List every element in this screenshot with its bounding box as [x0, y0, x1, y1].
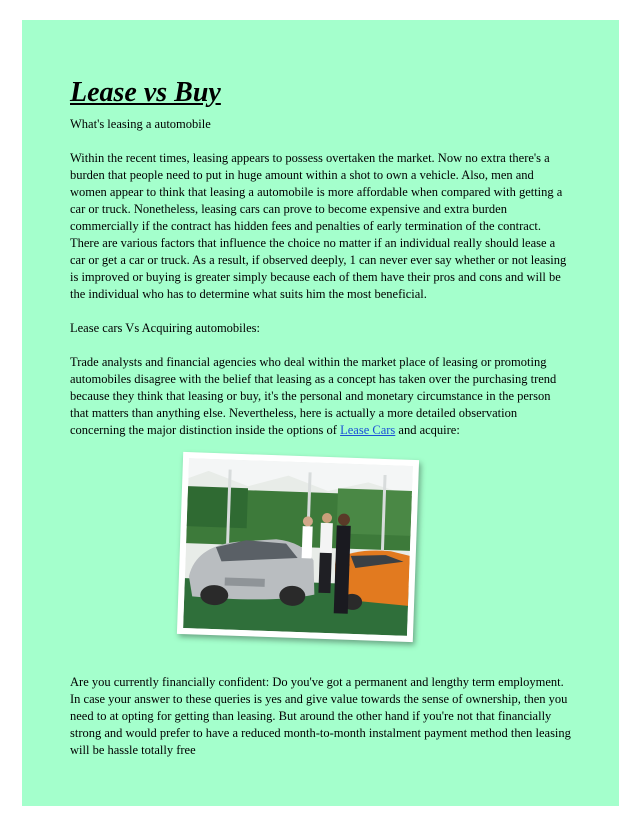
car-photo-image	[183, 458, 413, 636]
paragraph-comparison-text: Trade analysts and financial agencies who deal within the market place of leasing or promoting automobiles disagree with the belief that leasing as a concept has taken over the purchasing trend because they think that leasing or buy, it's the personal and monetary circumstance in the person that matters than anything else. Nevertheless, here is actually a more detailed observation concerning the major distinction inside the options of	[70, 355, 557, 437]
section-heading-comparison: Lease cars Vs Acquiring automobiles:	[70, 321, 261, 335]
paragraph-comparison	[70, 354, 571, 439]
car-photo	[177, 452, 419, 642]
paragraph-financial: Are you currently financially confident: Do you've got a permanent and lengthy term employment. In case your answer to these queries is yes and give value towards the sense of ownership, then you need to at opting for getting than leasing. But around the other hand if you're not that financially strong and would prefer to have a reduced month-to-month instalment payment method then leasing will be hassle totally free	[70, 675, 571, 757]
photo-container	[70, 456, 571, 656]
paragraph-comparison-end: and acquire:	[395, 423, 460, 437]
section-heading-leasing: What's leasing a automobile	[70, 117, 211, 131]
lease-cars-link[interactable]: Lease Cars	[340, 423, 396, 437]
paragraph-intro: Within the recent times, leasing appears to possess overtaken the market. Now no extra there's a burden that people need to put in huge amount within a shot to own a vehicle. Also, men and women appear to think that leasing a automobile is more affordable when compared with getting a car or truck. Nonetheless, leasing cars can prove to become expensive and extra burden commercially if the contract has hidden fees and penalties of early termination of the contract. There are various factors that influence the choice no matter if an individual really should lease a car or get a car or truck. As a result, if observed deeply, 1 can never ever say whether or not leasing is improved or buying is greater simply because each of them have their pros and cons and will be the individual who has to determine what suits him the most beneficial.	[70, 151, 567, 301]
page-title: Lease vs Buy	[70, 77, 221, 108]
document-page	[22, 20, 619, 806]
